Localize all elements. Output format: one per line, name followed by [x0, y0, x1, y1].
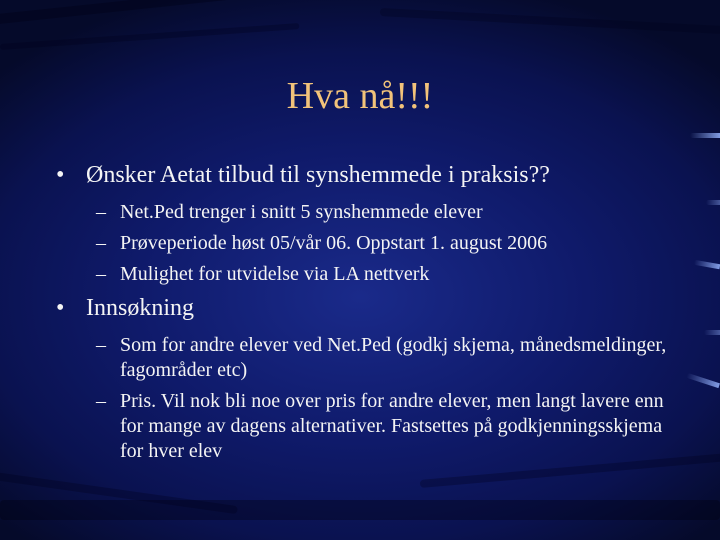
edge-accent-mark	[706, 200, 720, 205]
sub-bullet-list	[96, 333, 676, 464]
sub-bullet-marker: –	[96, 201, 106, 223]
edge-accent-mark	[690, 133, 720, 138]
bullet-item	[56, 293, 676, 323]
sub-bullet-marker: –	[96, 390, 106, 412]
bullet-marker: •	[56, 295, 65, 321]
sub-bullet-text: Pris. Vil nok bli noe over pris for andre elever, men langt lavere enn for mange av dagens alternativer. Fastsettes på godkjenningsskjema for hver elev	[120, 390, 664, 462]
sub-bullet-marker: –	[96, 232, 106, 254]
edge-accent-mark	[704, 330, 720, 335]
bullet-text: Ønsker Aetat tilbud til synshemmede i praksis??	[86, 162, 550, 188]
sub-bullet-text: Mulighet for utvidelse via LA nettverk	[120, 263, 430, 285]
slide-content	[56, 160, 676, 470]
background-streak	[0, 23, 299, 50]
sub-bullet-item	[96, 262, 676, 287]
slide-title: Hva nå!!!	[286, 75, 434, 117]
sub-bullet-list	[96, 200, 676, 287]
edge-accent-mark	[694, 260, 720, 269]
background-streak	[0, 0, 378, 28]
sub-bullet-text: Som for andre elever ved Net.Ped (godkj skjema, månedsmeldinger, fagområder etc)	[120, 334, 667, 381]
background-streak	[0, 500, 720, 520]
sub-bullet-item	[96, 231, 676, 256]
sub-bullet-text: Prøveperiode høst 05/vår 06. Oppstart 1. august 2006	[120, 232, 548, 254]
sub-bullet-text: Net.Ped trenger i snitt 5 synshemmede elever	[120, 201, 483, 223]
background-streak	[380, 8, 720, 35]
bullet-marker: •	[56, 162, 65, 188]
bullet-item	[56, 160, 676, 190]
sub-bullet-item	[96, 333, 676, 383]
edge-accent-mark	[686, 373, 720, 388]
bullet-text: Innsøkning	[86, 295, 194, 321]
sub-bullet-marker: –	[96, 334, 106, 356]
sub-bullet-marker: –	[96, 263, 106, 285]
sub-bullet-item	[96, 389, 676, 464]
sub-bullet-item	[96, 200, 676, 225]
